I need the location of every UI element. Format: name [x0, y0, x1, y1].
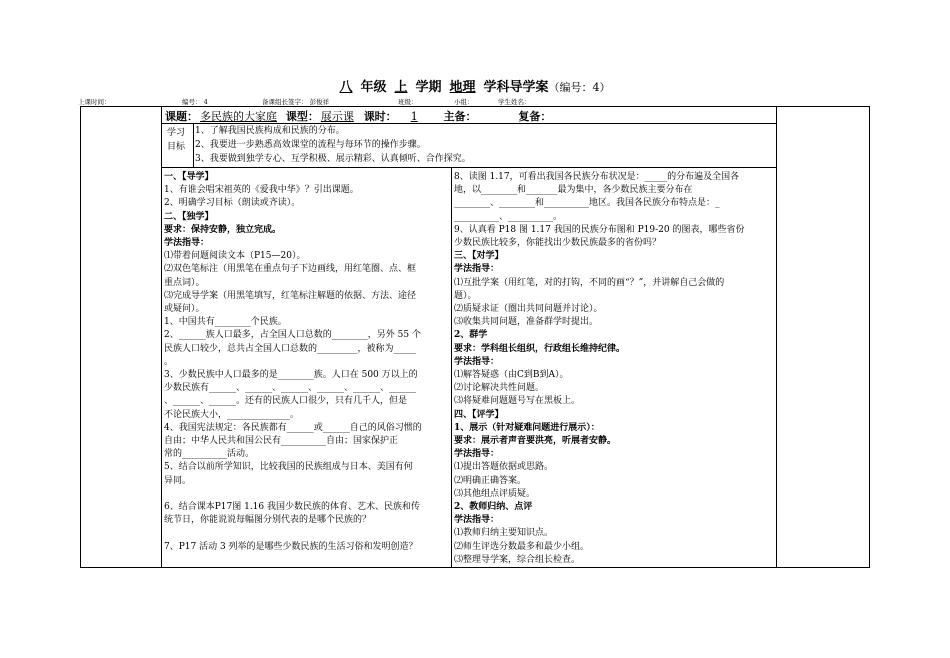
text-line: 要求：保持安静，独立完成。 [164, 224, 282, 235]
text-line: 学法指导： [454, 356, 500, 367]
text-line: 民族人口较少，总共占全国人口总数的_________，被称为_____ [164, 343, 417, 354]
topic-label: 课题： [165, 110, 198, 123]
text-line: 四、【评学】 [454, 409, 504, 420]
class-field: 班级： [398, 98, 418, 106]
text-line: 5、结合以前所学知识，比较我国的民族组成与日本、美国有何 [164, 462, 413, 473]
group-field: 小组： [454, 98, 474, 106]
text-line: 8、读图 1.17，可看出我国各民族分布状况是：_____的分布遍及全国各 [454, 172, 740, 182]
text-line: 学法指导： [164, 238, 210, 249]
text-line: 三、【对学】 [454, 251, 504, 262]
host-blank [477, 113, 507, 124]
hours-label: 课时： [363, 110, 397, 123]
text-line: 重点词）。 [164, 277, 205, 288]
text-line [164, 527, 450, 540]
text-line: ⑶将疑难问题题号写在黑板上。 [454, 396, 581, 407]
text-line: 常的__________活动。 [164, 449, 255, 460]
table-divider-middle [451, 167, 452, 567]
goal-item: 1、了解我国民族构成和民族的分布。 [195, 126, 345, 136]
grade-suffix: 年级 [360, 80, 387, 95]
number-field: 编号： 4 [182, 98, 208, 106]
text-line: ⑴提出答题依据或思路。 [454, 462, 554, 473]
text-line: ⑵质疑求证（圈出共同问题并讨论）。 [454, 304, 603, 315]
text-line: 学法指导： [454, 515, 500, 526]
term-suffix: 学期 [415, 80, 442, 95]
text-line: ⑶其他组点评质疑。 [454, 488, 536, 499]
class-time: 上课时间： [78, 98, 111, 106]
text-line: 二、【独学】 [164, 211, 214, 222]
text-line: 。 [164, 356, 174, 367]
leader-sign: 备课组长签字： 彭俊祥 [262, 98, 330, 106]
text-line: 一、【导学】 [164, 172, 214, 182]
text-line [164, 488, 450, 501]
student-name-field: 学生姓名： [498, 98, 531, 106]
text-line: 异同。 [164, 475, 192, 486]
text-line: 、______、______。还有的民族人口很少，只有几千人，但是 [164, 396, 408, 407]
text-line: 2、群学 [454, 330, 488, 341]
text-line: 要求：学科组长组织，行政组长维持纪律。 [454, 343, 626, 354]
text-line: 2、明确学习目标（朗读或齐读）。 [164, 198, 301, 209]
text-line: ⑴带着问题阅读文本（P15—20）。 [164, 251, 306, 262]
text-line: ⑴教师归纳主要知识点。 [454, 528, 554, 539]
text-line: ⑵双色笔标注（用黑笔在重点句子下边画线，用红笔圈、点、框 [164, 264, 417, 275]
text-line: ________、________和__________地区。我国各民族分布特点是：_ [454, 198, 720, 209]
term: 上 [394, 80, 408, 95]
text-line: ⑴解答疑惑（由C到B到A）。 [454, 370, 569, 381]
document-title [0, 76, 950, 95]
text-line: 9、认真看 P18 图 1.17 我国的民族分布图和 P19-20 的图表，哪些省份 [454, 224, 745, 235]
text-line: 不论民族大小，______________。 [164, 409, 300, 420]
text-line: 统节日，你能说说每幅图分别代表的是哪个民族的？ [164, 515, 372, 526]
text-line: 1、展示（针对疑难问题进行展示）： [454, 422, 600, 433]
text-line: 1、有谁会唱宋祖英的《爱我中华》？引出课题。 [164, 185, 359, 196]
text-line: ⑶完成导学案（用黑笔填写，红笔标注解题的依据、方法、途径 [164, 290, 417, 301]
text-line: 4、我国宪法规定：各民族都有______或______自己的风俗习惯的 [164, 422, 422, 433]
type-value: 展示课 [320, 110, 354, 123]
text-line: 2、教师归纳、点评 [454, 502, 533, 513]
review-blank [551, 113, 557, 124]
review-label: 复备： [518, 110, 552, 123]
text-line: 6、结合课本P17图 1.16 我国少数民族的体育、艺术、民族和传 [164, 502, 420, 513]
row-line-2 [161, 167, 776, 168]
left-column [164, 171, 450, 554]
text-line: 少数民族有______、______、______、______、______、______ [164, 383, 417, 394]
text-line: 1、中国共有________个民族。 [164, 317, 287, 328]
text-line: 题）。 [454, 290, 477, 301]
goals-list [195, 124, 471, 166]
text-line: ⑶整理导学案，综合组长检查。 [454, 554, 581, 565]
lesson-header [165, 108, 557, 124]
text-line: ⑶收集共同问题，准备群学时提出。 [454, 317, 599, 328]
number-note: （编号：4） [548, 81, 611, 94]
goal-item: 2、我要进一步熟悉高效课堂的流程与每环节的操作步骤。 [195, 140, 426, 150]
type-label: 课型： [285, 110, 319, 123]
text-line: 3、少数民族中人口最多的是________族。人口在 500 万以上的 [164, 370, 418, 381]
text-line: 自由；中华人民共和国公民有__________自由；国家保护正 [164, 436, 399, 447]
goal-item: 3、我要做到独学专心、互学积极、展示精彩、认真倾听、合作探究。 [195, 154, 471, 164]
text-line: ⑵师生评选分数最多和最少小组。 [454, 541, 590, 552]
topic-value: 多民族的大家庭 [200, 110, 277, 123]
text-line: 少数民族比较多，你能找出少数民族最多的省份吗？ [454, 238, 662, 249]
text-line: 地，以________和_______最为集中，各少数民族主要分布在 [454, 185, 693, 196]
text-line: ⑴互批学案（用红笔，对的打钩，不同的画“？”，并讲解自己会做的 [454, 277, 725, 288]
text-line: 或疑问）。 [164, 304, 205, 315]
text-line: 要求：展示者声音要洪亮，听展者安静。 [454, 436, 617, 447]
goal-divider [193, 123, 194, 167]
text-line: 2、______族人口最多，占全国人口总数的________，另外 55 个 [164, 330, 421, 341]
right-column [454, 171, 769, 567]
text-line: 学法指导： [454, 264, 500, 275]
table-divider-left [161, 107, 162, 567]
text-line: ⑵明确正确答案。 [454, 475, 527, 486]
hours-value: 1 [410, 110, 418, 123]
host-label: 主备： [443, 110, 477, 123]
table-divider-right [776, 107, 777, 567]
text-line: ⑵讨论解决共性问题。 [454, 383, 545, 394]
subject: 地理 [449, 80, 476, 95]
doc-type: 学科导学案 [483, 80, 549, 95]
text-line: __________、__________。 [454, 211, 563, 222]
text-line: 学法指导： [454, 449, 500, 460]
text-line: 7、P17 活动 3 列举的是哪些少数民族的生活习俗和发明创造？ [164, 541, 418, 552]
goals-label: 学习目标 [166, 128, 185, 152]
grade: 八 [339, 80, 353, 95]
